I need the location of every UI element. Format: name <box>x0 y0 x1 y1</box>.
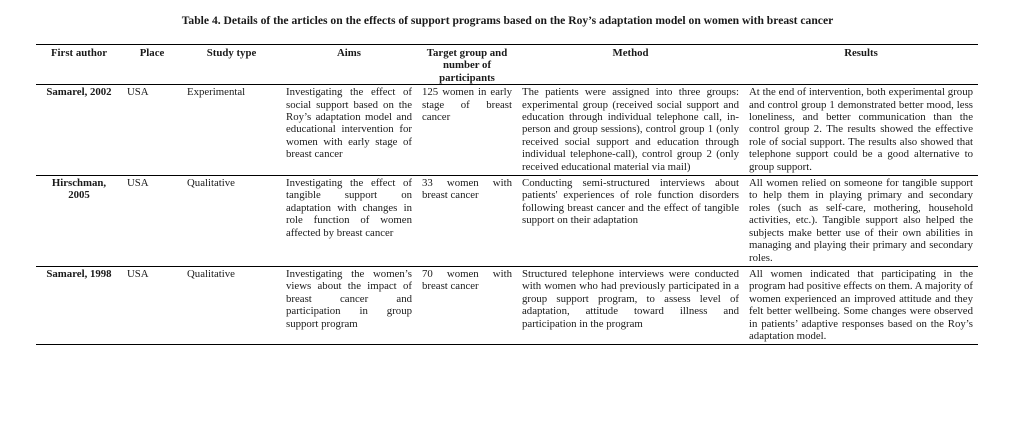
cell-place: USA <box>122 266 182 344</box>
header-method: Method <box>517 45 744 85</box>
header-target-group: Target group and number of participants <box>417 45 517 85</box>
table-row <box>36 176 978 267</box>
table-caption: Table 4. Details of the articles on the effects of support programs based on the Roy’s adaptation model on women with breast cancer <box>181 14 834 27</box>
header-study-type: Study type <box>182 45 281 85</box>
articles-table <box>36 44 978 345</box>
header-place: Place <box>122 45 182 85</box>
cell-first-author: Samarel, 1998 <box>36 266 122 344</box>
cell-aims: Investigating the effect of social support based on the Roy’s adaptation model and educational intervention for women with early stage of breast cancer <box>281 85 417 176</box>
cell-first-author: Samarel, 2002 <box>36 85 122 176</box>
cell-method: The patients were assigned into three groups: experimental group (received social support and education through individual telephone call, in-person and group sessions), control group 1 (only received social support and education through individual telephone-call), control group 2 (only received educational material via mail) <box>517 85 744 176</box>
header-results: Results <box>744 45 978 85</box>
table-row <box>36 85 978 176</box>
cell-first-author: Hirschman, 2005 <box>36 176 122 267</box>
cell-study-type: Experimental <box>182 85 281 176</box>
cell-aims: Investigating the effect of tangible support on adaptation with changes in role function of women affected by breast cancer <box>281 176 417 267</box>
cell-study-type: Qualitative <box>182 266 281 344</box>
header-aims: Aims <box>281 45 417 85</box>
cell-target-group: 33 women with breast cancer <box>417 176 517 267</box>
cell-results: All women indicated that participating in the program had positive effects on them. A majority of women experienced an improved attitude and they felt better wellbeing. Some changes were observed in patients’ adaptive responses based on the Roy’s adaptation model. <box>744 266 978 344</box>
cell-study-type: Qualitative <box>182 176 281 267</box>
cell-target-group: 125 women in early stage of breast cancer <box>417 85 517 176</box>
header-first-author: First author <box>36 45 122 85</box>
cell-results: All women relied on someone for tangible support to help them in playing primary and secondary roles (such as self-care, mothering, household activities, etc.). Tangible support also helped the subjects make better use of their own abilities in managing and playing their primary and secondary roles. <box>744 176 978 267</box>
cell-place: USA <box>122 176 182 267</box>
cell-target-group: 70 women with breast cancer <box>417 266 517 344</box>
table-row <box>36 266 978 344</box>
cell-results: At the end of intervention, both experimental group and control group 1 demonstrated better mood, less loneliness, and better communication than the control group 2. The results showed the effective role of social support. The results also showed that telephone support could be a good alternative to group support. <box>744 85 978 176</box>
cell-place: USA <box>122 85 182 176</box>
cell-aims: Investigating the women’s views about the impact of breast cancer and participation in group support program <box>281 266 417 344</box>
cell-method: Structured telephone interviews were conducted with women who had previously participated in a group support program, to assess level of adaptation, attitude toward illness and participation in the program <box>517 266 744 344</box>
cell-method: Conducting semi-structured interviews about patients' experiences of role function disorders following breast cancer and the effect of tangible support on their adaptation <box>517 176 744 267</box>
header-row <box>36 45 978 85</box>
